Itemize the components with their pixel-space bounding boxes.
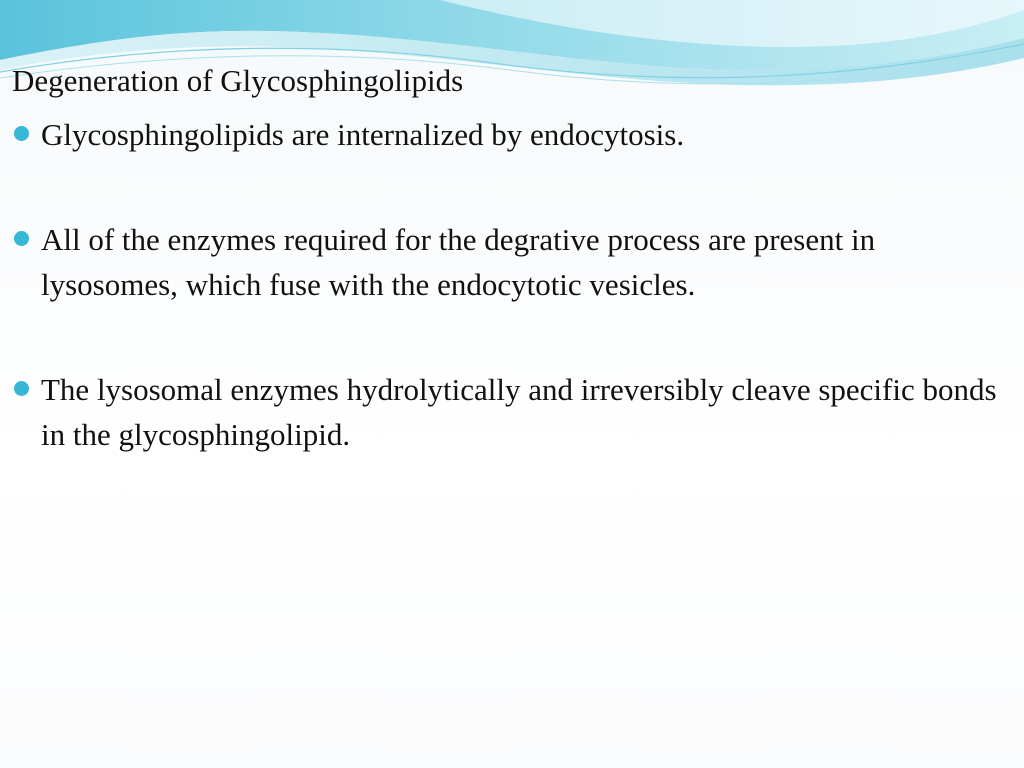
bullet-item — [0, 367, 1024, 457]
slide-title: Degeneration of Glycosphingolipids — [12, 63, 464, 98]
bullet-text: Glycosphingolipids are internalized by endocytosis. — [41, 117, 685, 152]
bullet-item — [0, 112, 1024, 157]
bullet-dot-icon — [14, 231, 29, 246]
bullet-text: All of the enzymes required for the degrative process are present in lysosomes, which fuse with the endocytotic vesicles. — [41, 222, 876, 302]
bullet-item — [0, 217, 1024, 307]
bullet-list — [0, 112, 1024, 457]
bullet-dot-icon — [14, 381, 29, 396]
bullet-dot-icon — [14, 126, 29, 141]
bullet-text: The lysosomal enzymes hydrolytically and irreversibly cleave specific bonds in the glycosphingolipid. — [41, 372, 997, 452]
